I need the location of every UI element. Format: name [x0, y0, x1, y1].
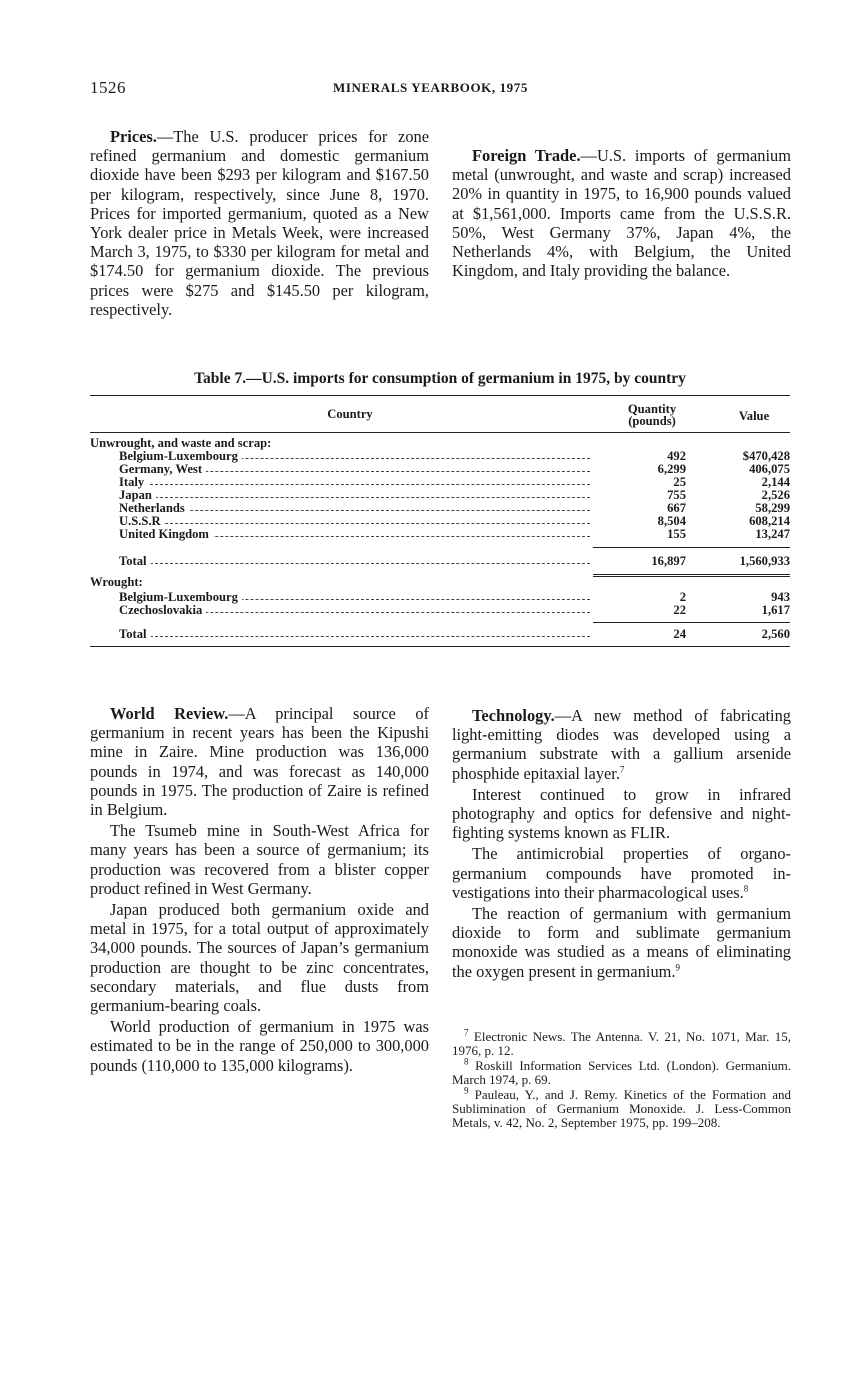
footnotes [452, 1027, 792, 1131]
world-review-paragraph-2: The Tsumeb mine in South-West Africa for many years has been a source of germanium; its production was recovered from a blister copper product refined in West Germany. [90, 821, 429, 898]
table-top-rule [90, 395, 790, 396]
footnote-text: Electronic News. The Antenna. V. 21, No. 1071, Mar. 15, 1976, p. 12. [452, 1029, 791, 1058]
footnote-ref-7[interactable]: 7 [619, 764, 625, 775]
value-cell: 2,144 [761, 475, 790, 489]
technology-paragraph-2: Interest continued to grow in infrared photography and optics for defensive and night-fighting systems known as FLIR. [452, 784, 791, 843]
running-head [90, 78, 790, 98]
value-cell: 1,617 [761, 603, 790, 617]
value-cell: 608,214 [749, 514, 790, 528]
footnote-number: 8 [464, 1056, 469, 1067]
footnote-ref-9[interactable]: 9 [675, 962, 680, 973]
table-caption: Table 7.—U.S. imports for consumption of germanium in 1975, by country [194, 370, 686, 387]
total-row-unwrought [90, 555, 790, 568]
footnote-8 [452, 1056, 791, 1087]
total-value-cell: 1,560,933 [739, 554, 790, 568]
country-cell: U.S.S.R [119, 515, 165, 528]
country-cell: Japan [119, 489, 156, 502]
footnote-ref-8[interactable]: 8 [743, 883, 749, 894]
country-cell: Belgium-Luxembourg [119, 450, 242, 463]
prices-text: —The U.S. producer prices for zone refined germanium and domestic germanium dioxide have been $293 per kilogram and $167.50 per kilogram, respectively, since June 8, 1970. Prices for imported germanium, quoted as a New York dealer price in Metals Week, were increased March 3, 1975, to $330 per kilogram for metal and $174.50 for germanium dioxide. The previous prices were $275 and $145.50 per kilogram, respectively. [90, 127, 429, 319]
foreign-trade-text: —U.S. imports of germanium metal (unwrought, and waste and scrap) increased 20% in quantity in 1975, to 16,900 pounds valued at $1,561,000. Imports came from the U.S.S.R. 50%, West Germany 37%, Japan 4%, the Netherlands 4%, with Belgium, the United Kingdom, and Italy providing the balance. [452, 146, 791, 281]
quantity-cell: 492 [667, 449, 686, 463]
value-cell: 13,247 [755, 527, 790, 541]
footnote-number: 9 [464, 1085, 469, 1096]
column-header-quantity-line1: Quantity [627, 402, 677, 416]
quantity-cell: 6,299 [657, 462, 686, 476]
country-cell: United Kingdom [119, 528, 213, 541]
unwrought-heading-label: Unwrought, and waste and scrap: [90, 437, 275, 450]
world-review-paragraph-3: Japan produced both germanium oxide and metal in 1975, for a total output of approximately 34,000 pounds. The sources of Japan’s germanium production are thought to be zinc concentrates, secondary materials, and flue dusts from germanium-bearing coals. [90, 900, 429, 1016]
total-label: Total [119, 555, 151, 568]
value-cell: 406,075 [749, 462, 790, 476]
foreign-trade-section [452, 146, 791, 282]
quantity-cell: 25 [673, 475, 686, 489]
world-review-heading: World Review. [110, 704, 229, 723]
technology-section [452, 706, 791, 983]
country-cell: Belgium-Luxembourg [119, 591, 242, 604]
country-cell: Czechoslovakia [119, 604, 206, 617]
value-cell: $470,428 [742, 449, 790, 463]
country-cell: Netherlands [119, 502, 189, 515]
technology-heading: Technology. [472, 706, 555, 725]
quantity-cell: 755 [667, 488, 686, 502]
foreign-trade-paragraph [452, 146, 791, 280]
country-cell: Italy [119, 476, 148, 489]
running-title: MINERALS YEARBOOK, 1975 [333, 80, 528, 95]
column-header-country: Country [327, 407, 373, 421]
foreign-trade-heading: Foreign Trade. [472, 146, 581, 165]
column-header-quantity-line2: (pounds) [628, 414, 676, 428]
total-rule [593, 622, 790, 623]
total-quantity-cell: 24 [673, 627, 686, 641]
technology-paragraph-1 [452, 706, 791, 783]
quantity-cell: 22 [673, 603, 686, 617]
value-cell: 2,526 [761, 488, 790, 502]
footnote-text: Pauleau, Y., and J. Remy. Kinetics of the Formation and Sublimination of Germanium Monoxide. J. Less-Common Metals, v. 42, No. 2, September 1975, pp. 199–208. [452, 1087, 792, 1130]
quantity-cell: 8,504 [657, 514, 686, 528]
world-review-paragraph-1 [90, 704, 429, 819]
world-review-text-1: —A principal source of germanium in recent years has been the Kipushi mine in Zaire. Mine production was 136,000 pounds in 1974, and was forecast as 140,000 pounds in 1975. The production of Zaire is refined in Belgium. [90, 704, 429, 820]
section-heading-wrought [90, 576, 790, 589]
total-value-cell: 2,560 [761, 627, 790, 641]
column-header-value: Value [738, 409, 770, 423]
world-review-paragraph-4: World production of germanium in 1975 was estimated to be in the range of 250,000 to 300,000 pounds (110,000 to 135,000 kilograms). [90, 1017, 429, 1075]
prices-section [90, 127, 429, 321]
prices-paragraph [90, 127, 429, 319]
footnote-number: 7 [464, 1027, 469, 1038]
total-row-wrought [90, 628, 790, 641]
total-quantity-cell: 16,897 [651, 554, 686, 568]
quantity-cell: 155 [667, 527, 686, 541]
footnote-text: Roskill Information Services Ltd. (London). Germanium. March 1974, p. 69. [452, 1058, 791, 1087]
value-cell: 943 [771, 590, 790, 604]
column-header-quantity [612, 403, 692, 427]
technology-text-4: The reaction of germanium with germanium dioxide to form and sublimate germanium monoxide was studied as a means of eliminating the oxygen present in germanium. [452, 904, 791, 981]
wrought-heading-label: Wrought: [90, 576, 147, 589]
technology-paragraph-4 [452, 904, 791, 981]
technology-text-1: —A new method of fabricating light-emitting diodes was developed using a germanium substrate with a gallium arsenide phosphide epitaxial layer. [452, 706, 791, 783]
table-row [90, 528, 790, 541]
technology-text-3: The antimicrobial properties of organo-germanium compounds have promoted investigations into their pharmacological uses. [452, 844, 791, 902]
table-row [90, 604, 790, 617]
footnote-7 [452, 1027, 791, 1058]
value-cell: 58,299 [755, 501, 790, 515]
world-review-section [90, 704, 429, 1077]
quantity-cell: 667 [667, 501, 686, 515]
technology-paragraph-3 [452, 844, 791, 902]
quantity-cell: 2 [679, 590, 686, 604]
header-bottom-rule [90, 432, 790, 433]
country-cell: Germany, West [119, 463, 206, 476]
total-rule [593, 547, 790, 548]
footnote-9 [452, 1085, 792, 1130]
total-label: Total [119, 628, 151, 641]
prices-heading: Prices. [110, 127, 157, 146]
table-bottom-rule [90, 646, 790, 647]
page-number: 1526 [90, 78, 126, 97]
